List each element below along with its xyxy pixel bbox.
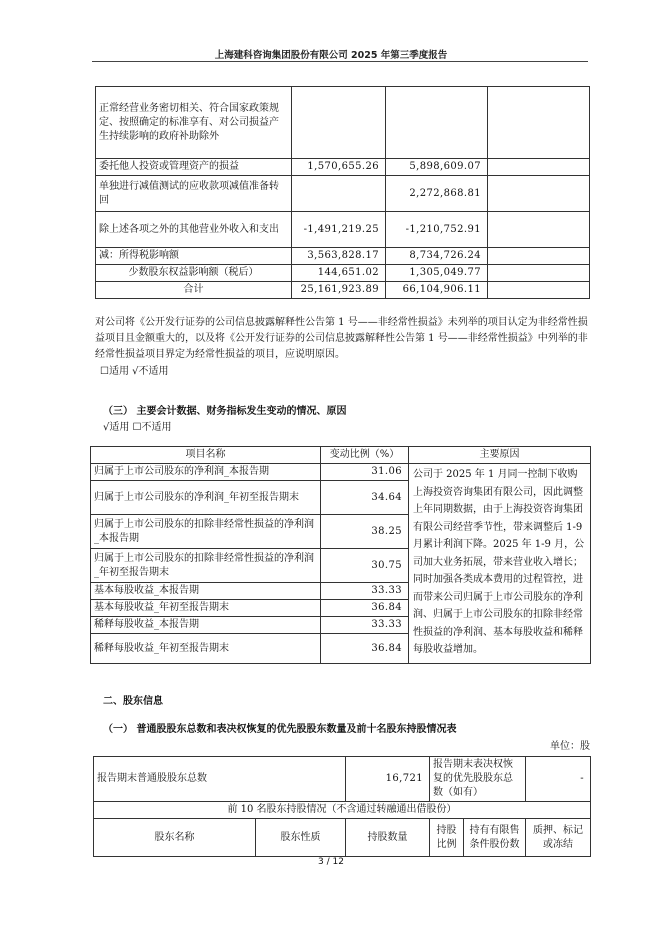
header-divider (92, 61, 588, 62)
table-row (96, 212, 590, 248)
row-current (292, 176, 386, 212)
row-item: 单独进行减值测试的应收款项减值准备转回 (96, 176, 292, 212)
shareholder-table (93, 756, 591, 857)
header-item: 项目名称 (91, 447, 321, 464)
table-row (96, 159, 590, 176)
row-ratio: 36.84 (321, 600, 409, 617)
row-note (488, 176, 590, 212)
row-item: 归属于上市公司股东的净利润_年初至报告期末 (91, 481, 321, 515)
table-header-row (91, 447, 591, 464)
row-current: 25,161,923.89 (292, 282, 386, 299)
row-item: 委托他人投资或管理资产的损益 (96, 159, 292, 176)
table-row (96, 282, 590, 299)
row-ratio: 33.33 (321, 617, 409, 634)
unit-label: 单位：股 (550, 741, 590, 752)
page-number: 3 / 12 (318, 857, 344, 867)
row-ytd: 8,734,726.24 (386, 248, 488, 265)
row-current (292, 87, 386, 159)
row-ratio: 30.75 (321, 549, 409, 583)
row-note (488, 248, 590, 265)
row-item: 稀释每股收益_年初至报告期末 (91, 634, 321, 664)
header-nature: 股东性质 (256, 819, 346, 857)
table-row (94, 802, 591, 819)
row-note (488, 282, 590, 299)
header-pledge: 质押、标记或冻结 (526, 819, 591, 857)
row-current: 144,651.02 (292, 265, 386, 282)
row-item: 除上述各项之外的其他营业外收入和支出 (96, 212, 292, 248)
row-ytd: 1,305,049.77 (386, 265, 488, 282)
row-ytd: 2,272,868.81 (386, 176, 488, 212)
row-item: 合计 (96, 282, 292, 299)
row-current: 3,563,828.17 (292, 248, 386, 265)
table-row (96, 248, 590, 265)
table-row (96, 176, 590, 212)
header-ratio: 变动比例（%） (321, 447, 409, 464)
row-ytd: 66,104,906.11 (386, 282, 488, 299)
total-shareholders-value: 16,721 (346, 757, 430, 802)
header-name: 股东名称 (94, 819, 256, 857)
top10-label: 前 10 名股东持股情况（不含通过转融通出借股份） (94, 802, 591, 819)
table-header-row (94, 819, 591, 857)
row-current: -1,491,219.25 (292, 212, 386, 248)
table-row (94, 757, 591, 802)
row-ratio: 34.64 (321, 481, 409, 515)
note-paragraph: 对公司将《公开发行证券的公司信息披露解释性公告第 1 号——非经常性损益》未列举的项目认定为非经常性损益项目且金额重大的，以及将《公开发行证券的公司信息披露解释性公告第 1 号——非经常性损益》中列举的非经常性损益项目界定为经常性损益的项目，应说明原因。 (95, 317, 588, 360)
row-ratio: 36.84 (321, 634, 409, 664)
header-reason: 主要原因 (409, 447, 591, 464)
row-ytd: -1,210,752.91 (386, 212, 488, 248)
row-note (488, 159, 590, 176)
preferred-shareholders-value: - (526, 757, 591, 802)
report-header: 上海建科咨询集团股份有限公司 2025 年第三季度报告 (214, 50, 448, 61)
row-item: 归属于上市公司股东的扣除非经常性损益的净利润_本报告期 (91, 515, 321, 549)
row-ytd (386, 87, 488, 159)
row-note (488, 265, 590, 282)
total-shareholders-label: 报告期末普通股股东总数 (94, 757, 346, 802)
row-note (488, 87, 590, 159)
row-item: 减：所得税影响额 (96, 248, 292, 265)
applicable-status-1: ☐适用 √不适用 (100, 366, 169, 377)
row-item: 稀释每股收益_本报告期 (91, 617, 321, 634)
row-item: 正常经营业务密切相关、符合国家政策规定、按照确定的标准享有、对公司损益产生持续影响的政府补助除外 (96, 87, 292, 159)
section3-title: （三） 主要会计数据、财务指标发生变动的情况、原因 (103, 406, 347, 417)
preferred-shareholders-label: 报告期末表决权恢复的优先股股东总数（如有） (430, 757, 526, 802)
row-item: 归属于上市公司股东的扣除非经常性损益的净利润_年初至报告期末 (91, 549, 321, 583)
nonrecurring-table (95, 86, 590, 299)
header-restricted: 持有有限售条件股份数 (464, 819, 526, 857)
table-row (96, 87, 590, 159)
header-shares: 持股数量 (346, 819, 430, 857)
row-ytd: 5,898,609.07 (386, 159, 488, 176)
row-item: 基本每股收益_年初至报告期末 (91, 600, 321, 617)
reason-cell: 公司于 2025 年 1 月同一控制下收购上海投资咨询集团有限公司，因此调整上年同期数据，由于上海投资咨询集团有限公司经营季节性，带来调整后 1-9 月累计利润下降。2025 年 1-9 月，公司加大业务拓展，带来营业收入增长；同时加强各类成本费用的过程管控，进而带来公司归属于上市公司股东的净利润、归属于上市公司股东的扣除非经常性损益的净利润、基本每股收益和稀释每股收益增加。 (409, 464, 591, 664)
section-two-one-title: （一） 普通股股东总数和表决权恢复的优先股股东数量及前十名股东持股情况表 (103, 724, 457, 735)
row-note (488, 212, 590, 248)
table-row (91, 464, 591, 481)
row-ratio: 33.33 (321, 583, 409, 600)
row-current: 1,570,655.26 (292, 159, 386, 176)
row-ratio: 31.06 (321, 464, 409, 481)
indicator-change-table (90, 446, 591, 664)
row-ratio: 38.25 (321, 515, 409, 549)
applicable-status-2: √适用 ☐不适用 (103, 422, 172, 433)
section-two-title: 二、股东信息 (103, 696, 163, 707)
row-item: 基本每股收益_本报告期 (91, 583, 321, 600)
table-row (96, 265, 590, 282)
row-item: 少数股东权益影响额（税后） (96, 265, 292, 282)
row-item: 归属于上市公司股东的净利润_本报告期 (91, 464, 321, 481)
header-ratio: 持股比例 (430, 819, 464, 857)
